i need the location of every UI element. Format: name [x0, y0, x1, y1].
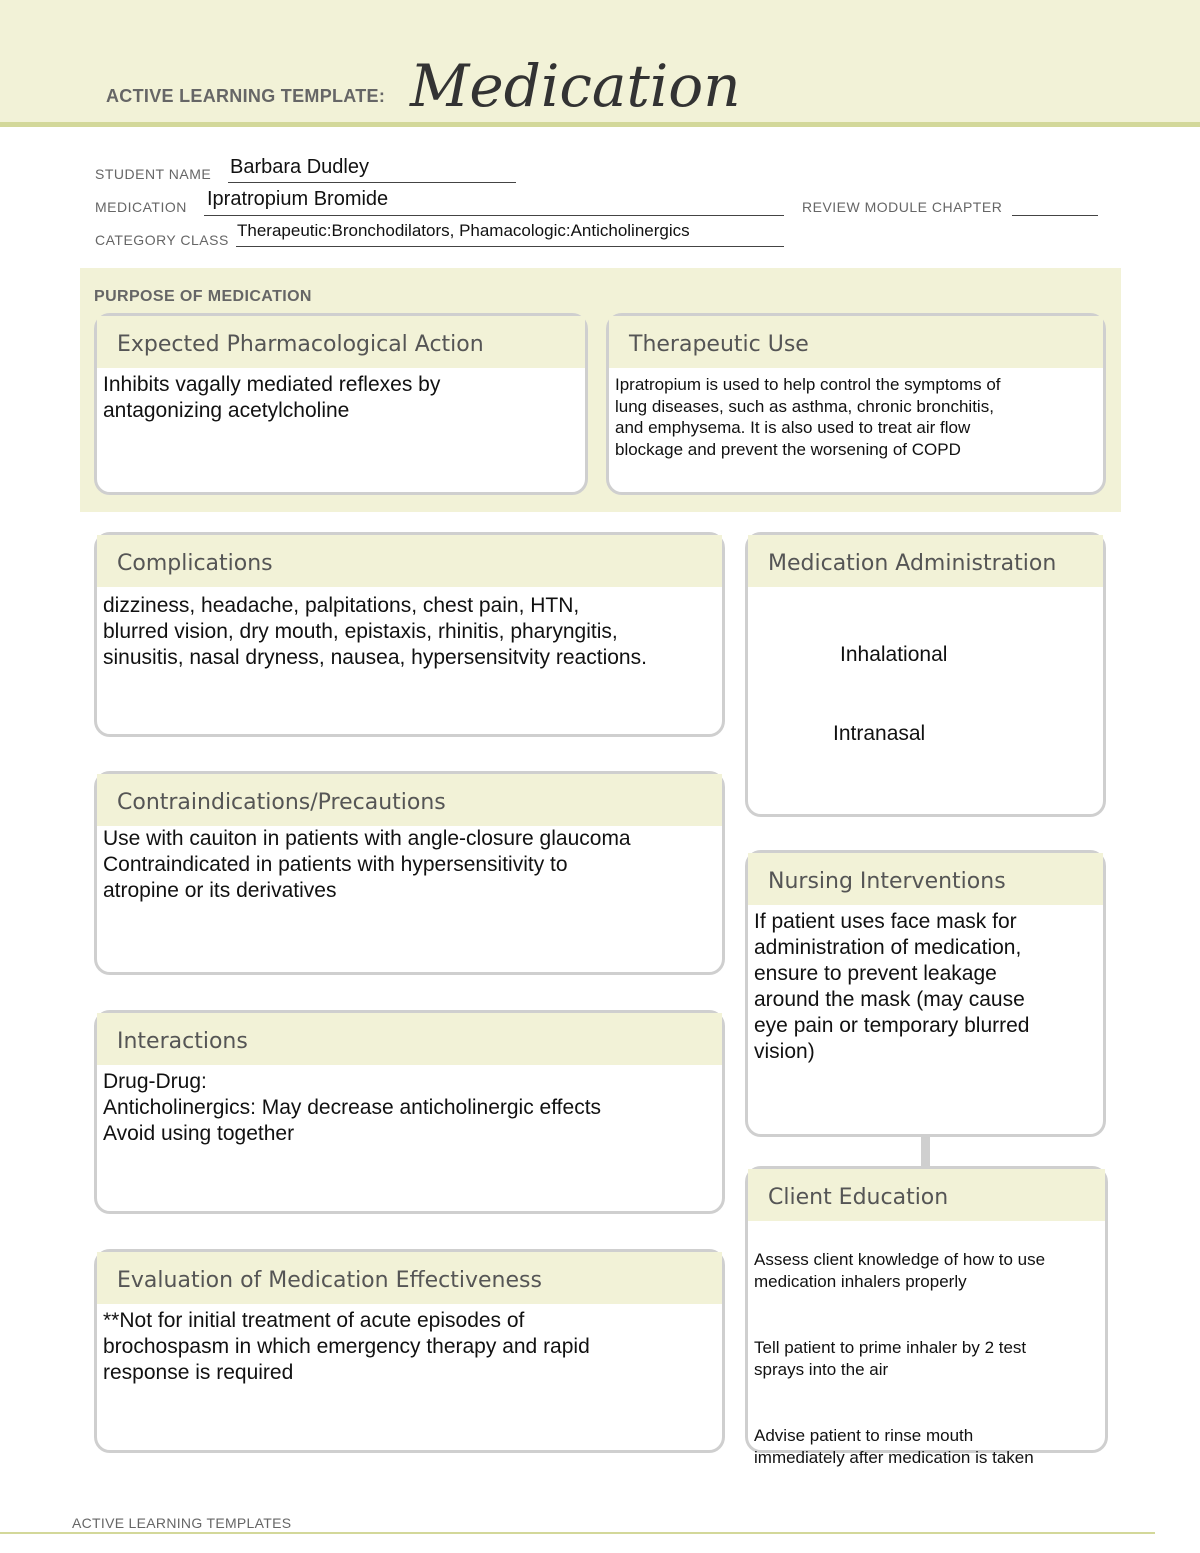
- medication-administration-title: Medication Administration: [748, 535, 1103, 587]
- admin-route-intranasal[interactable]: Intranasal: [833, 722, 926, 745]
- evaluation-text[interactable]: **Not for initial treatment of acute episodes of brochospasm in which emergency therapy and rapid response is required: [103, 1309, 590, 1384]
- interactions-box: [94, 1010, 725, 1214]
- interactions-text[interactable]: Drug-Drug: Anticholinergics: May decrease anticholinergic effects Avoid using together: [103, 1070, 602, 1145]
- complications-text[interactable]: dizziness, headache, palpitations, chest pain, HTN, blurred vision, dry mouth, epistaxis, rhinitis, pharyngitis, sinusitis, nasal dryness, nausea, hypersensitvity reactions.: [103, 594, 647, 669]
- footer-label: ACTIVE LEARNING TEMPLATES: [72, 1515, 292, 1531]
- expected-action-box: [94, 313, 588, 495]
- evaluation-title: Evaluation of Medication Effectiveness: [97, 1252, 722, 1304]
- client-education-item: Assess client knowledge of how to use medication inhalers properly: [754, 1250, 1046, 1291]
- category-class-label: CATEGORY CLASS: [95, 232, 229, 248]
- medication-administration-box: [745, 532, 1106, 817]
- nursing-interventions-text[interactable]: If patient uses face mask for administration of medication, ensure to prevent leakage around the mask (may cause eye pain or temporary blurred vision): [754, 910, 1030, 1063]
- client-education-item: Tell patient to prime inhaler by 2 test sprays into the air: [754, 1338, 1027, 1379]
- client-education-item: Advise patient to rinse mouth immediately after medication is taken: [754, 1426, 1034, 1467]
- review-module-line[interactable]: [1012, 193, 1098, 216]
- expected-action-title: Expected Pharmacological Action: [97, 316, 585, 368]
- complications-box: [94, 532, 725, 737]
- complications-title: Complications: [97, 535, 722, 587]
- category-class-value: Therapeutic:Bronchodilators, Phamacologic:Anticholinergics: [237, 221, 690, 240]
- box-connector: [921, 1134, 930, 1168]
- client-education-title: Client Education: [748, 1169, 1105, 1221]
- client-education-box: [745, 1166, 1108, 1467]
- medication-label: MEDICATION: [95, 199, 187, 215]
- evaluation-box: [94, 1249, 725, 1453]
- client-education-body[interactable]: [748, 1221, 1105, 1513]
- nursing-interventions-box: [745, 850, 1106, 1137]
- student-name-label: STUDENT NAME: [95, 166, 212, 182]
- contraindications-text[interactable]: Use with cauiton in patients with angle-closure glaucoma Contraindicated in patients with hypersensitivity to atropine or its derivatives: [103, 827, 631, 902]
- admin-route-inhalational[interactable]: Inhalational: [840, 643, 948, 666]
- template-label: ACTIVE LEARNING TEMPLATE:: [106, 86, 386, 106]
- nursing-interventions-title: Nursing Interventions: [748, 853, 1103, 905]
- therapeutic-use-text[interactable]: Ipratropium is used to help control the symptoms of lung diseases, such as asthma, chronic bronchitis, and emphysema. It is also used to treat air flow blockage and prevent the worsening of COPD: [615, 375, 1001, 459]
- interactions-title: Interactions: [97, 1013, 722, 1065]
- contraindications-title: Contraindications/Precautions: [97, 774, 722, 826]
- review-module-label: REVIEW MODULE CHAPTER: [802, 199, 1003, 215]
- expected-action-text[interactable]: Inhibits vagally mediated reflexes by antagonizing acetylcholine: [103, 373, 441, 422]
- therapeutic-use-title: Therapeutic Use: [609, 316, 1103, 368]
- purpose-label: PURPOSE OF MEDICATION: [94, 288, 312, 305]
- footer-divider: [0, 1532, 1155, 1534]
- student-name-value: Barbara Dudley: [230, 156, 369, 178]
- contraindications-box: [94, 771, 725, 975]
- page-title: Medication: [410, 52, 741, 120]
- medication-value: Ipratropium Bromide: [207, 188, 389, 210]
- therapeutic-use-box: [606, 313, 1106, 495]
